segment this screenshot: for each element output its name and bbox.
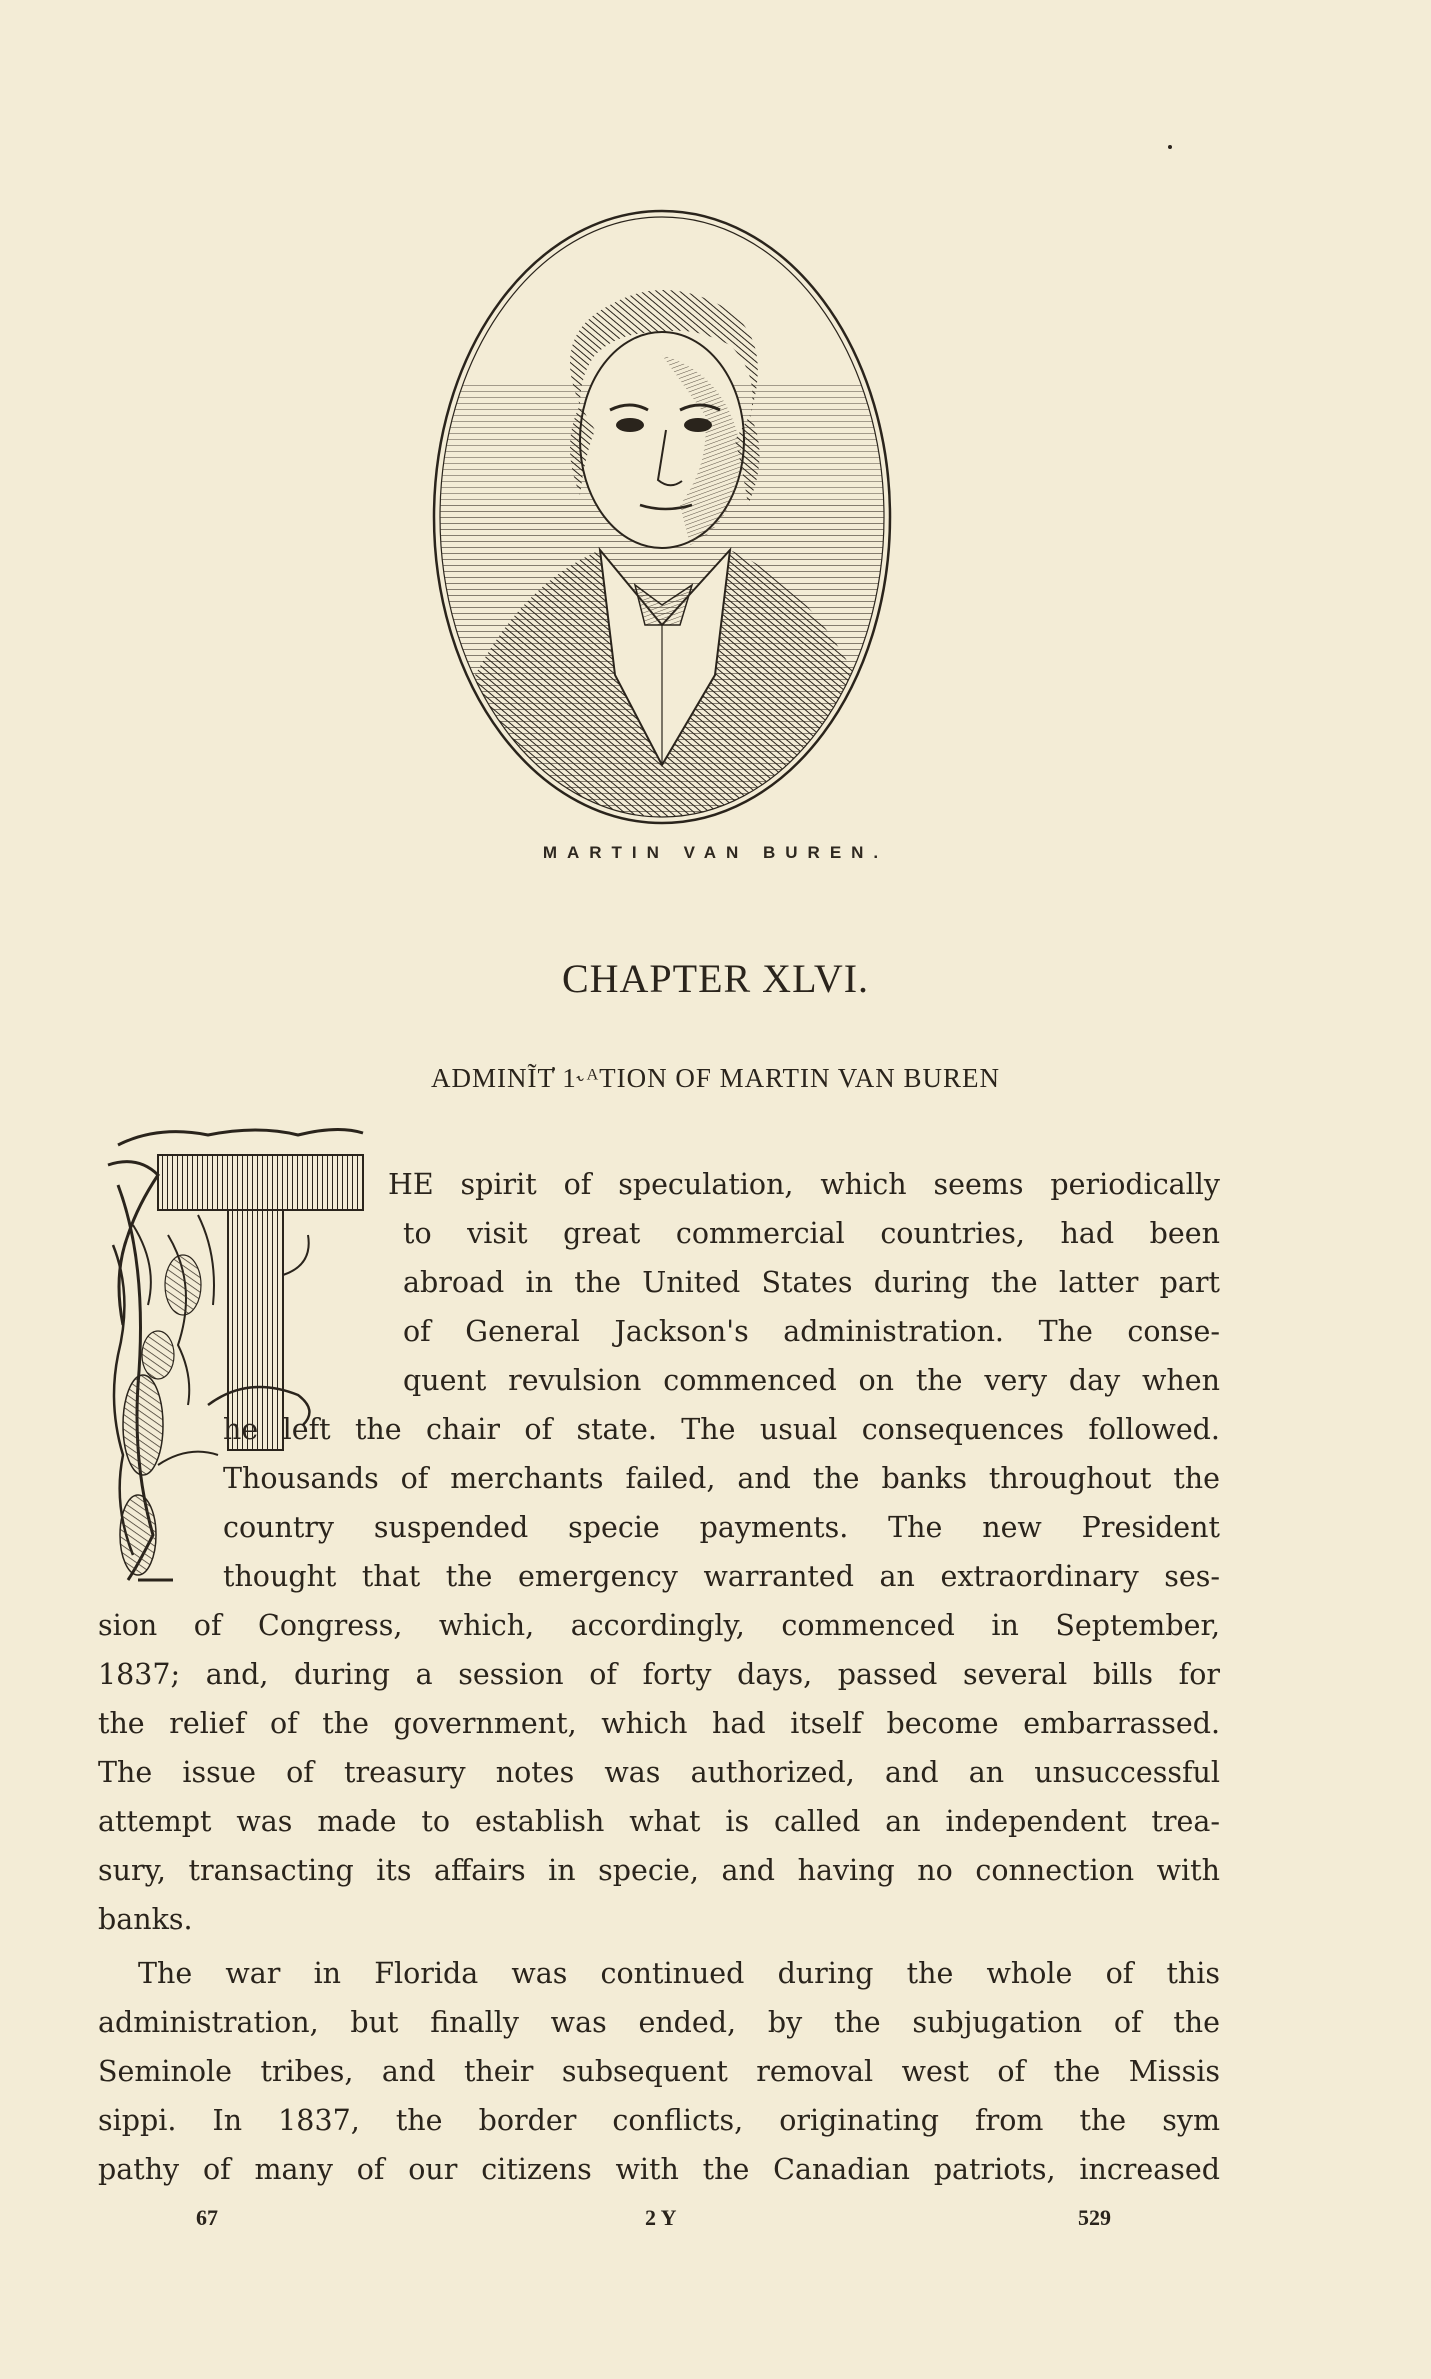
text-line: quent revulsion commenced on the very day when: [403, 1364, 1220, 1397]
text-line: Seminole tribes, and their subsequent removal west of the Missis: [98, 2055, 1220, 2088]
text-line: attempt was made to establish what is called an independent trea-: [98, 1805, 1220, 1838]
text-line: thought that the emergency warranted an extraordinary ses-: [223, 1560, 1220, 1593]
text-line: abroad in the United States during the latter part: [403, 1266, 1220, 1299]
text-line: Thousands of merchants failed, and the banks throughout the: [223, 1462, 1220, 1495]
footer-signature-number: 67: [196, 2205, 218, 2230]
portrait-engraving: [430, 205, 895, 830]
chapter-subtitle: ADMINĨT̓ 1˞ᴬTION OF MARTIN VAN BUREN: [430, 1063, 1001, 1093]
text-line: administration, but finally was ended, by the subjugation of the: [98, 2006, 1220, 2039]
text-line: to visit great commercial countries, had been: [403, 1217, 1220, 1250]
text-line: the relief of the government, which had itself become embarrassed.: [98, 1707, 1220, 1740]
text-line: banks.: [98, 1903, 193, 1936]
text-line: HE spirit of speculation, which seems periodically: [388, 1168, 1220, 1201]
text-line: he left the chair of state. The usual consequences followed.: [223, 1413, 1220, 1446]
ink-speck: [1168, 145, 1172, 149]
chapter-heading: CHAPTER XLVI.: [561, 956, 870, 1001]
text-line: The issue of treasury notes was authorized, and an unsuccessful: [98, 1756, 1220, 1789]
dropcap-letter: T: [248, 1306, 262, 1330]
text-line: sion of Congress, which, accordingly, commenced in September,: [98, 1609, 1220, 1642]
footer-signature-mark: 2 Y: [645, 2205, 677, 2230]
text-line: pathy of many of our citizens with the Canadian patriots, increased: [98, 2153, 1220, 2186]
text-line: sury, transacting its affairs in specie, and having no connection with: [98, 1854, 1220, 1887]
text-line: The war in Florida was continued during the whole of this: [138, 1957, 1220, 1990]
text-line: 1837; and, during a session of forty days, passed several bills for: [98, 1658, 1220, 1691]
text-line: of General Jackson's administration. The conse-: [403, 1315, 1220, 1348]
text-line: sippi. In 1837, the border conflicts, originating from the sym: [98, 2104, 1220, 2137]
page-number: 529: [1078, 2205, 1111, 2230]
text-line: country suspended specie payments. The new President: [223, 1511, 1220, 1544]
portrait-caption: MARTIN VAN BUREN.: [542, 843, 889, 862]
